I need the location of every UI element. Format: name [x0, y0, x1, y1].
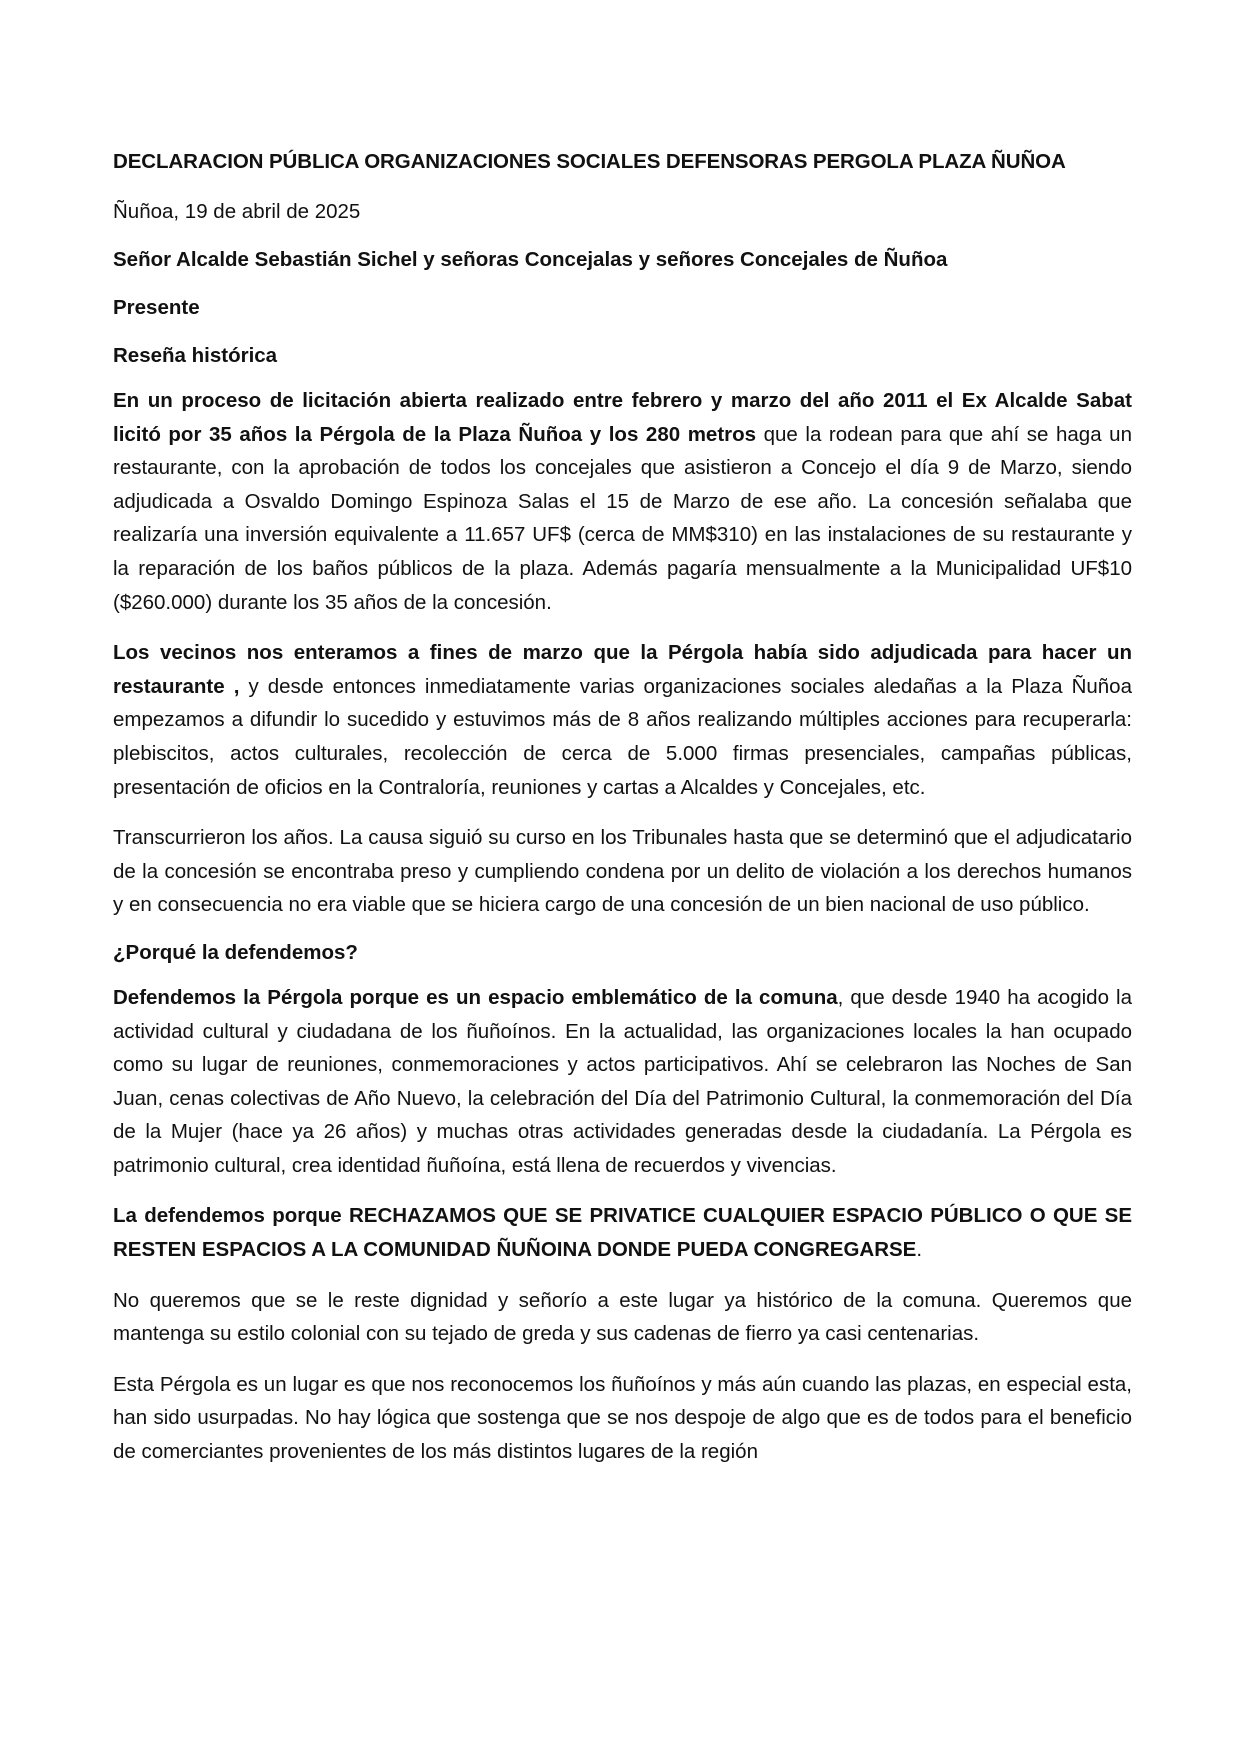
- paragraph-vecinos: [113, 636, 1132, 804]
- paragraph-text: .: [916, 1238, 923, 1262]
- paragraph-text: , que desde 1940 ha acogido la actividad cultural y ciudadana de los ñuñoínos. En la actualidad, las organizaciones locales la han ocupado como su lugar de reuniones, conmemoraciones y actos participativos. Ahí se celebraron las Noches de San Juan, cenas colectivas de Año Nuevo, la celebración del Día del Patrimonio Cultural, la conmemoración del Día de la Mujer (hace ya 26 años) y muchas otras actividades generadas desde la ciudadanía. La Pérgola es patrimonio cultural, crea identidad ñuñoína, está llena de recuerdos y vivencias.: [113, 985, 1132, 1177]
- paragraph-rechazamos: [113, 1199, 1132, 1266]
- paragraph-text: que la rodean para que ahí se haga un restaurante, con la aprobación de todos los concejales que asistieron a Concejo el día 9 de Marzo, siendo adjudicada a Osvaldo Domingo Espinoza Salas el 15 de Marzo de ese año. La concesión señalaba que realizaría una inversión equivalente a 11.657 UF$ (cerca de MM$310) en las instalaciones de su restaurante y la reparación de los baños públicos de la plaza. Además pagaría mensualmente a la Municipalidad UF$10 ($260.000) durante los 35 años de la concesión.: [113, 422, 1132, 614]
- paragraph-defendemos: [113, 981, 1132, 1183]
- paragraph-text: y desde entonces inmediatamente varias organizaciones sociales aledañas a la Plaza Ñuñoa empezamos a difundir lo sucedido y estuvimos más de 8 años realizando múltiples acciones para recuperarla: plebiscitos, actos culturales, recolección de cerca de 5.000 firmas presenciales, campañas públicas, presentación de oficios en la Contraloría, reuniones y cartas a Alcaldes y Concejales, etc.: [113, 674, 1132, 799]
- paragraph-bold-lead: La defendemos porque RECHAZAMOS QUE SE PRIVATICE CUALQUIER ESPACIO PÚBLICO O QUE SE RESTEN ESPACIOS A LA COMUNIDAD ÑUÑOINA DONDE PUEDA CONGREGARSE: [113, 1204, 1132, 1262]
- paragraph-bold-lead: Defendemos la Pérgola porque es un espacio emblemático de la comuna: [113, 985, 838, 1009]
- section-heading-porque: ¿Porqué la defendemos?: [113, 940, 358, 964]
- presente-line: Presente: [113, 296, 200, 319]
- paragraph-dignidad: No queremos que se le reste dignidad y señorío a este lugar ya histórico de la comuna. Queremos que mantenga su estilo colonial con su tejado de greda y sus cadenas de fierro ya casi centenarias.: [113, 1288, 1132, 1346]
- paragraph-bold-lead: Los vecinos nos enteramos a fines de marzo que la Pérgola había sido adjudicada para hacer un restaurante ,: [113, 641, 1132, 698]
- date-line: Ñuñoa, 19 de abril de 2025: [113, 200, 361, 223]
- paragraph-lugar: Esta Pérgola es un lugar es que nos reconocemos los ñuñoínos y más aún cuando las plazas, en especial esta, han sido usurpadas. No hay lógica que sostenga que se nos despoje de algo que es de todos para el beneficio de comerciantes provenientes de los más distintos lugares de la región: [113, 1372, 1132, 1464]
- paragraph-bold-lead: En un proceso de licitación abierta realizado entre febrero y marzo del año 2011 el Ex Alcalde Sabat licitó por 35 años la Pérgola de la Plaza Ñuñoa y los 280 metros: [113, 389, 1132, 446]
- paragraph-tribunales: Transcurrieron los años. La causa siguió su curso en los Tribunales hasta que se determinó que el adjudicatario de la concesión se encontraba preso y cumpliendo condena por un delito de violación a los derechos humanos y en consecuencia no era viable que se hiciera cargo de una concesión de un bien nacional de uso público.: [113, 826, 1132, 917]
- document-title: DECLARACION PÚBLICA ORGANIZACIONES SOCIALES DEFENSORAS PERGOLA PLAZA ÑUÑOA: [113, 150, 1066, 173]
- paragraph-resena: [113, 384, 1132, 619]
- addressee: Señor Alcalde Sebastián Sichel y señoras Concejalas y señores Concejales de Ñuñoa: [113, 248, 948, 271]
- section-heading-resena: Reseña histórica: [113, 344, 278, 367]
